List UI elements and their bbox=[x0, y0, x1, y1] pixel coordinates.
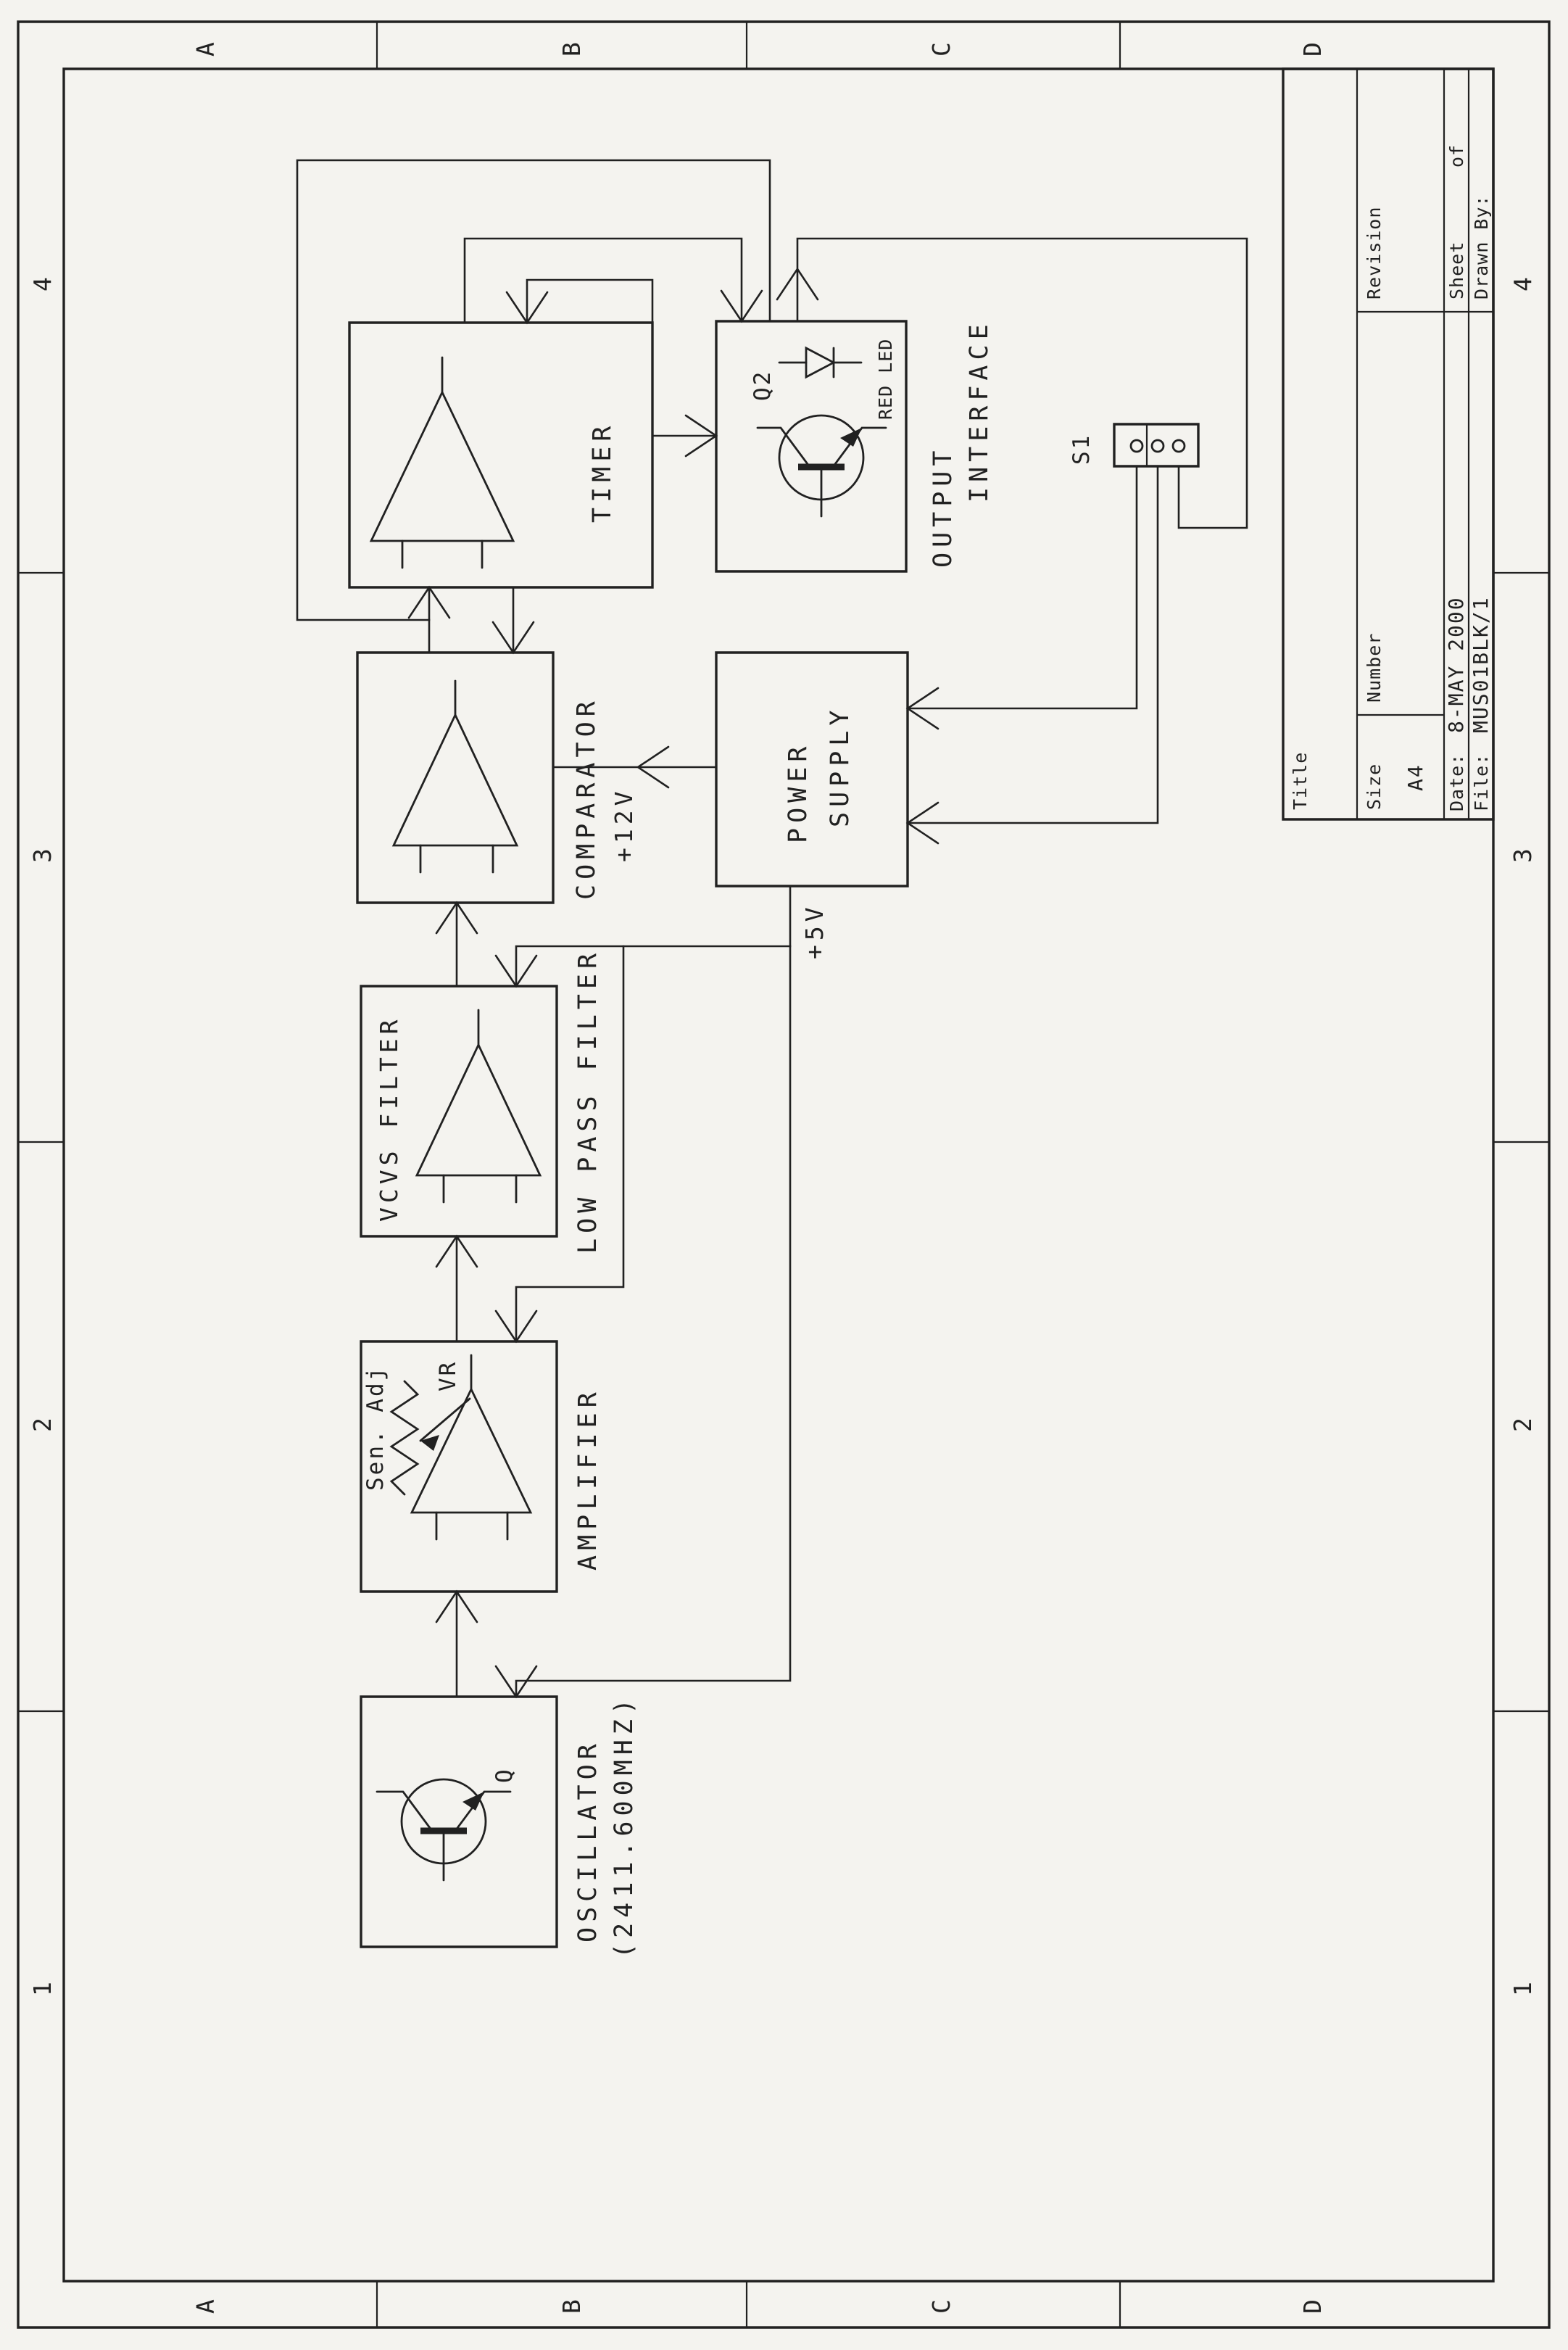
zone-row-label: D bbox=[1298, 42, 1327, 57]
amplifier-label: AMPLIFIER bbox=[573, 1387, 602, 1571]
comparator-label: COMPARATOR bbox=[572, 696, 601, 900]
block-amplifier bbox=[361, 1341, 602, 1592]
zone-row-label: D bbox=[1298, 2299, 1327, 2314]
zone-col-label: 4 bbox=[28, 277, 57, 291]
zone-col-label: 1 bbox=[1509, 1982, 1537, 1996]
led-triangle bbox=[806, 348, 834, 377]
zone-col-label: 3 bbox=[28, 848, 57, 863]
block-filter bbox=[361, 948, 602, 1254]
zone-row-label: B bbox=[557, 2299, 586, 2314]
date-value: 8-MAY 2000 bbox=[1444, 596, 1468, 733]
wire-timer-feed-loop bbox=[527, 280, 652, 323]
transistor-collector bbox=[377, 1792, 432, 1831]
inner-border bbox=[64, 69, 1493, 2281]
wire-feedback-loop bbox=[297, 160, 770, 620]
transistor-icon bbox=[377, 1779, 510, 1880]
drawn-by-label: Drawn By: bbox=[1471, 194, 1492, 299]
oscillator-box bbox=[361, 1697, 557, 1947]
potentiometer-icon bbox=[391, 1381, 470, 1494]
oscillator-label-line1: OSCILLATOR bbox=[573, 1739, 602, 1943]
file-value: MUS01BLK/1 bbox=[1469, 596, 1493, 733]
sheet-border bbox=[18, 22, 1549, 2328]
wire-output-to-s1 bbox=[797, 239, 1247, 528]
pot-zigzag bbox=[391, 1381, 418, 1494]
led-label: RED LED bbox=[875, 338, 896, 420]
s1-pin3 bbox=[1173, 440, 1185, 452]
oscillator-label-line2: (2411.600MHZ) bbox=[610, 1694, 639, 1958]
filter-label: LOW PASS FILTER bbox=[573, 948, 602, 1254]
number-label: Number bbox=[1364, 632, 1385, 703]
block-power-supply bbox=[716, 653, 908, 959]
zone-col-label: 4 bbox=[1509, 277, 1537, 291]
amplifier-pot-ref: VR bbox=[435, 1360, 461, 1391]
opamp-icon bbox=[394, 681, 517, 872]
output-interface-label-line2: INTERFACE bbox=[965, 319, 994, 502]
power-supply-output-label: +5V bbox=[800, 903, 829, 959]
zone-row-label: C bbox=[927, 42, 955, 57]
pot-wiper bbox=[420, 1399, 470, 1441]
zone-row-label: A bbox=[191, 42, 220, 57]
title-label: Title bbox=[1290, 751, 1311, 810]
zone-col-label: 2 bbox=[1509, 1418, 1537, 1432]
wire-5v-filter-branch bbox=[516, 946, 790, 986]
comparator-supply-label: +12V bbox=[610, 787, 638, 862]
zone-col-label: 1 bbox=[28, 1982, 57, 1996]
connector-s1 bbox=[1069, 424, 1198, 466]
opamp-triangle bbox=[412, 1389, 531, 1513]
size-label: Size bbox=[1364, 763, 1385, 810]
transistor-emitter bbox=[833, 428, 886, 467]
filter-inner-label: VCVS FILTER bbox=[375, 1015, 403, 1222]
zone-row-label: A bbox=[191, 2299, 220, 2314]
led-icon bbox=[779, 348, 861, 377]
amplifier-pot-label: Sen. Adj bbox=[362, 1365, 389, 1491]
date-label: Date: bbox=[1446, 753, 1467, 811]
block-timer bbox=[349, 323, 652, 587]
output-transistor-ref: Q2 bbox=[750, 369, 776, 401]
transistor-emitter bbox=[455, 1792, 510, 1831]
file-label: File: bbox=[1471, 753, 1492, 811]
outer-border bbox=[18, 22, 1549, 2328]
timer-label: TIMER bbox=[588, 421, 617, 523]
oscillator-transistor-ref: Q bbox=[491, 1767, 518, 1783]
block-output-interface bbox=[716, 319, 994, 571]
transistor-collector bbox=[758, 428, 810, 467]
power-supply-label-line2: SUPPLY bbox=[826, 705, 855, 827]
opamp-icon bbox=[371, 357, 513, 568]
output-interface-label-line1: OUTPUT bbox=[929, 445, 958, 568]
block-comparator bbox=[357, 653, 638, 903]
zone-col-label: 3 bbox=[1509, 848, 1537, 863]
revision-label: Revision bbox=[1364, 206, 1385, 299]
wire-5v-amp-branch bbox=[516, 946, 623, 1341]
zone-row-label: C bbox=[927, 2299, 955, 2314]
size-value: A4 bbox=[1403, 764, 1427, 791]
title-block bbox=[1283, 69, 1493, 819]
zone-row-label: B bbox=[557, 42, 586, 57]
block-oscillator bbox=[361, 1694, 639, 1958]
zone-col-label: 2 bbox=[28, 1418, 57, 1432]
sheet-label: Sheet bbox=[1446, 241, 1467, 299]
opamp-icon bbox=[417, 1010, 540, 1202]
transistor-icon bbox=[758, 415, 886, 516]
power-supply-label-line1: POWER bbox=[784, 741, 813, 843]
s1-pin2 bbox=[1152, 440, 1163, 452]
of-label: of bbox=[1446, 144, 1467, 167]
opamp-triangle bbox=[417, 1045, 540, 1175]
s1-box bbox=[1114, 424, 1198, 466]
s1-label: S1 bbox=[1069, 433, 1095, 465]
opamp-triangle bbox=[394, 715, 517, 845]
s1-pin1 bbox=[1131, 440, 1142, 452]
opamp-triangle bbox=[371, 392, 513, 541]
